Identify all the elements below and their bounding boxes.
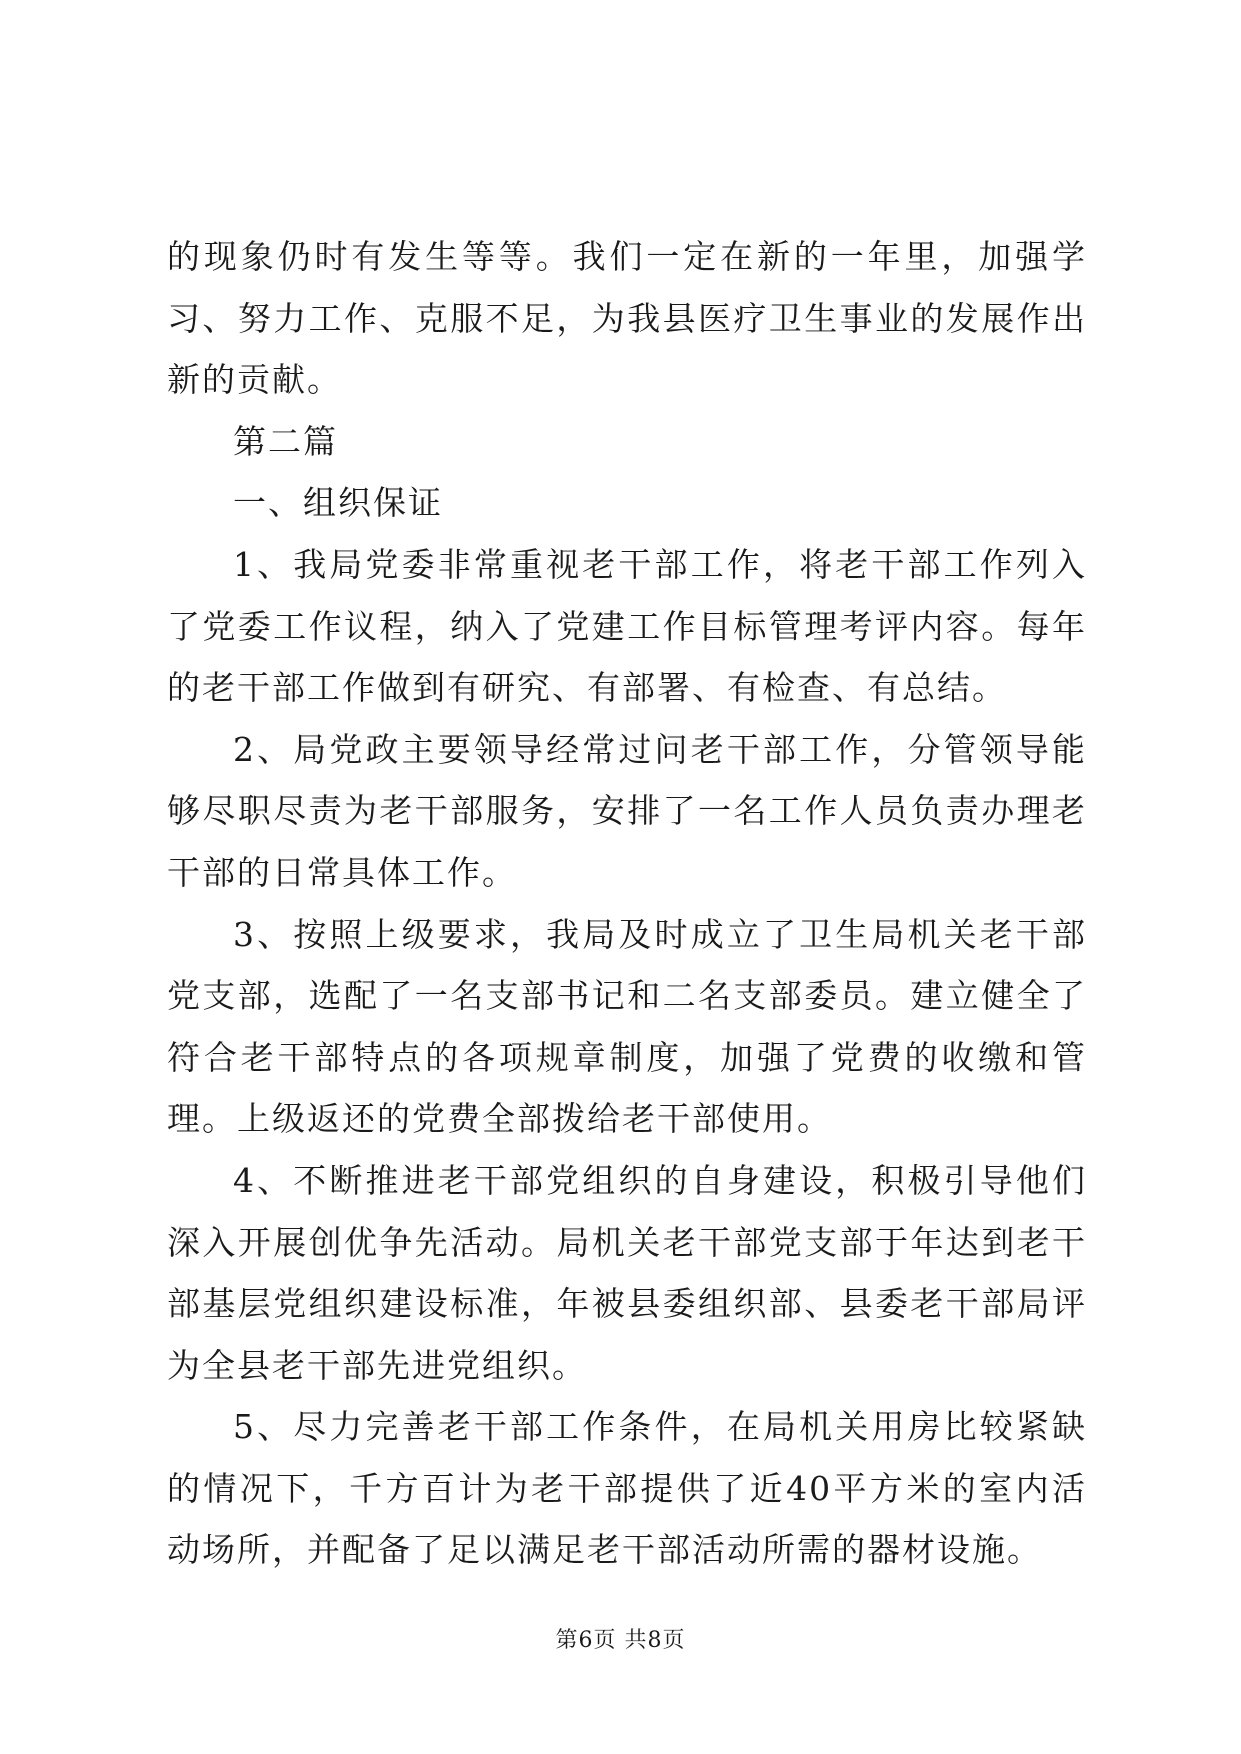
subsection-heading: 一、组织保证 (233, 483, 443, 523)
paragraph-item-3: 3、按照上级要求，我局及时成立了卫生局机关老干部党支部，选配了一名支部书记和二名支部委员。建立健全了符合老干部特点的各项规章制度，加强了党费的收缴和管理。上级返还的党费全部拨给老干部使用。 (167, 914, 1087, 1139)
paragraph-continuation: 的现象仍时有发生等等。我们一定在新的一年里，加强学习、努力工作、克服不足，为我县医疗卫生事业的发展作出新的贡献。 (167, 237, 1087, 400)
paragraph-item-4: 4、不断推进老干部党组织的自身建设，积极引导他们深入开展创优争先活动。局机关老干部党支部于年达到老干部基层党组织建设标准，年被县委组织部、县委老干部局评为全县老干部先进党组织。 (167, 1160, 1087, 1385)
page-number-footer: 第6页 共8页 (555, 1628, 686, 1653)
paragraph-item-5: 5、尽力完善老干部工作条件，在局机关用房比较紧缺的情况下，千方百计为老干部提供了近40平方米的室内活动场所，并配备了足以满足老干部活动所需的器材设施。 (167, 1407, 1087, 1570)
paragraph-item-2: 2、局党政主要领导经常过问老干部工作，分管领导能够尽职尽责为老干部服务，安排了一名工作人员负责办理老干部的日常具体工作。 (167, 729, 1087, 892)
document-body (167, 226, 1087, 1581)
section-heading: 第二篇 (233, 421, 338, 461)
paragraph-item-1: 1、我局党委非常重视老干部工作，将老干部工作列入了党委工作议程，纳入了党建工作目标管理考评内容。每年的老干部工作做到有研究、有部署、有检查、有总结。 (167, 544, 1087, 708)
